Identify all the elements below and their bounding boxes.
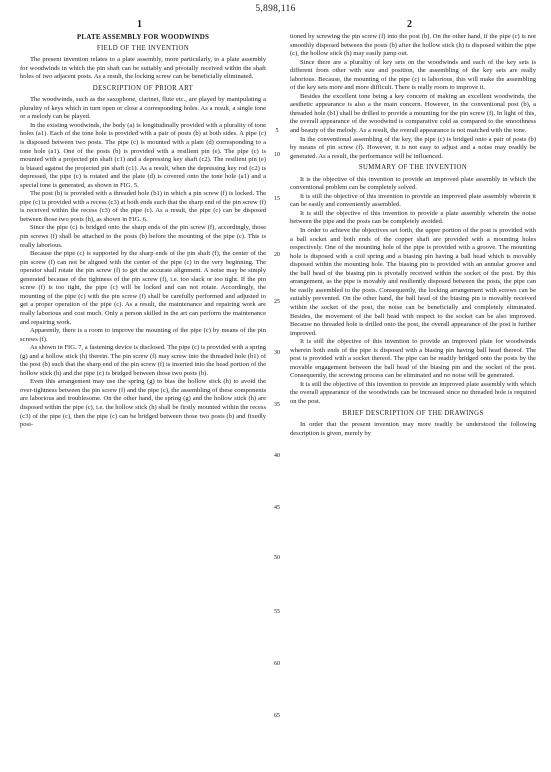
paragraph: tioned by screwing the pin screw (f) into the post (b). On the other hand, if the pipe (c) is not smoothly disposed between the posts (b) after the hollow stick (h) is disposed within the pipe (c), the hollow stick (h) may easily jump out. xyxy=(290,33,536,58)
paragraph: Because the pipe (c) is supported by the sharp ends of the pin shaft (f), the center of the pin screw (f) can not be aligned with the center of the pipe (c) in the very beginning. The operator shall rotate the pin screw (f) to get the accurate alignment. A noise may be simply generated because of the tightness of the pin screw (f), i.e. too slack or too tight. If the pin screw (f) is too tight, the pipe (c) will be locked and can not rotate. Accordingly, the mounting of the pipe (c) with the pin screw (f) shall be carefully performed and adjusted to get a proper operation of the pipe (c). As a result, the maintenance and repairing work are really laborious and cost much. Only a person skilled in the art can perform the maintenance and repairing work. xyxy=(20,250,266,326)
paragraph: It is still the objective of this invention to provide a plate assembly wherein the noise between the pipe and the posts can be completely avoided. xyxy=(290,209,536,226)
paragraph: In the conventional assembling of the key, the pipe (c) is bridged onto a pair of posts (b) by means of pin screw (f). However, it is not easy to adjust and a noise may readily be generated. As a result, the performance will be influenced. xyxy=(290,135,536,160)
line-number: 45 xyxy=(274,505,280,511)
left-column xyxy=(20,33,266,430)
paragraph: The woodwinds, such as the saxophone, clarinet, flute etc., are played by manipulating a plurality of keys which in turn open or close a corresponding holes. As a result, a single tone or a melody can be played. xyxy=(20,96,266,121)
paragraph: It is still the objective of this invention to provide an improved plate assembly wherein it can be easily and conveniently assembled. xyxy=(290,192,536,209)
line-number: 5 xyxy=(275,128,279,134)
heading-prior-art: DESCRIPTION OF PRIOR ART xyxy=(92,84,194,92)
document-title: PLATE ASSEMBLY FOR WOODWINDS xyxy=(76,33,210,41)
paragraph: Even this arrangement may use the spring (g) to bias the hollow stick (h) to avoid the over-tightness between the pin screw (f) and the pipe (c), the assembling of these components are laborious and troublesome. On the other hand, the spring (g) and the hollow stick (h) are disposed within the pipe (c), i.e. the hollow stick (h) shall be firstly mounted within the recess (c3) of the pipe (c), then the pipe (c) can be bridged between those two posts (b) and fixedly posi- xyxy=(20,378,267,429)
paragraph: It is still the objective of this invention to provide an improved plate for woodwinds wherein both ends of the pipe is disposed with a biasing pin having ball head thereof. The post is provided with a socket thereof. The pipe can be readily bridged onto the posts by the movable engagement between the ball head of the biasing pin and the socket of the post. Consequently, the screwing process can be eliminated and no noise will be generated. xyxy=(290,338,536,380)
right-column xyxy=(290,33,536,438)
paragraph: The post (b) is provided with a threaded hole (b1) in which a pin screw (f) is locked. The pipe (c) is provided with a recess (c3) at both ends such that the sharp end of the pin screw (f) is received within the recess (c3) of the pipe (c). As a result, the pipe (c) can be disposed between those two posts (b), as shown in FIG. 6. xyxy=(20,190,266,223)
paragraph: Since the pipe (c) is bridged onto the sharp ends of the pin screw (f), accordingly, those pin screws (f) shall be attached to the posts (b) before the mounting of the pipe (c). This is really laborious. xyxy=(20,224,266,249)
paragraph: In the existing woodwinds, the body (a) is longitudinally provided with a plurality of tone holes (a1). Each of the tone hole is provided with a pair of posts (b) at both sides. A pipe (c) is disposed between two posts. The pipe (c) is mounted with a plate (d) corresponding to a tone hole (a1). One of the posts (b) is provided with a resilient pin (e). The pipe (c) is mounted with a projected pin shaft (c1) and a depressing key shaft (c2). The resilient pin (e) is biased against the projected pin shaft (c1). As a result, when the depressing key rod (c2) is depressed, the pipe (c) is rotated and the plate (d) is covered onto the tone hole (a1) and a special tone is generated, as shown in FIG. 5. xyxy=(20,121,266,189)
paragraph: The present invention relates to a plate assembly, more particularly, to a plate assembly for woodwinds in which the pin shaft can be suitably and pivotally received within the shaft holes of two adjacent posts. As a result, the locking screw can be beneficially eliminated. xyxy=(20,56,266,81)
line-number: 15 xyxy=(274,196,280,202)
column-number-left: 1 xyxy=(137,19,142,30)
line-number: 60 xyxy=(274,661,280,667)
heading-field: FIELD OF THE INVENTION xyxy=(96,44,190,52)
paragraph: Apparently, there is a room to improve the mounting of the pipe (c) by means of the pin screws (f). xyxy=(20,327,266,343)
heading-drawings: BRIEF DESCRIPTION OF THE DRAWINGS xyxy=(342,409,484,417)
line-number: 40 xyxy=(274,453,280,459)
line-number: 65 xyxy=(274,713,280,719)
line-number: 55 xyxy=(274,609,280,615)
line-number: 25 xyxy=(274,299,280,305)
column-number-right: 2 xyxy=(407,19,412,30)
paragraph: In order to achieve the objectives set forth, the upper portion of the post is provided with a ball socket and both ends of the copper shaft are provided with a mounting holes respectively. One of the mounting hole of the pipe is provided with a groove. The mounting hole is disposed with a coil spring and a biasing pin having a ball head which is movably disposed within the mounting hole. The biasing pin is provided with an annular groove and the ball head of the biasing pin is pivotally received within the socket of the post. By this arrangement, as the pipe is movably and resiliently disposed between the posts, the pipe can be easily assembled to the posts. Consequently, the locking arrangement with screws can be suitably prevented. On the other hand, the ball head of the biasing pin is movably received within the socket of the post, the noise can be beneficially and completely eliminated. Besides, the movement of the ball head with respect to the socket can be also improved. Because no threaded hole is drilled onto the post, the overall appearance of the post is further improved. xyxy=(290,227,536,337)
paragraph: It is still the objective of this invention to provide an improved plate assembly with which the overall appearance of the woodwinds can be increased since no threaded hole is required on the post. xyxy=(290,380,536,405)
line-number: 30 xyxy=(274,350,280,356)
patent-number: 5,898,116 xyxy=(255,4,296,14)
paragraph: It is the objective of this invention to provide an improved plate assembly in which the conventional problem can be completely solved. xyxy=(290,175,536,192)
paragraph: Besides the excellent tone being a key concern of making an excellent woodwinds, the aesthetic appearance is also a the main concern. However, in the conventional post (b), a threaded hole (b1) shall be drilled to provide a mounting for the pin screw (f). In light of this, the overall appearance of the woodwind is comparative cold as compared to the smoothness and beauty of the melody. As a result, the overall appearance is not matched with the tone. xyxy=(290,92,536,135)
line-number: 10 xyxy=(274,152,280,158)
heading-summary: SUMMARY OF THE INVENTION xyxy=(358,164,468,172)
paragraph: Since there are a plurality of key sets on the woodwinds and each of the key sets is different from other with size and position, the assembling of the key sets are really laborious. Because, the mounting of the pipe (c) is laborious, this will make the assembling of the key sets more and more difficult. There is really room to improve it. xyxy=(290,58,536,92)
paragraph: In order that the present invention may more readily be understood the following description is given, merely by xyxy=(290,421,536,437)
line-number: 35 xyxy=(274,402,280,408)
line-number: 50 xyxy=(274,555,280,561)
line-number: 20 xyxy=(274,252,280,258)
paragraph: As shown in FIG. 7, a fastening device is disclosed. The pipe (c) is provided with a spring (g) and a hollow stick (h) therein. The pin screw (f) may screw into the threaded hole (b1) of the post (b) such that the sharp end of the pin screw (f) is inserted into the head portion of the hollow stick (h) and the pipe (c) is bridged between those two posts (b). xyxy=(20,344,266,377)
